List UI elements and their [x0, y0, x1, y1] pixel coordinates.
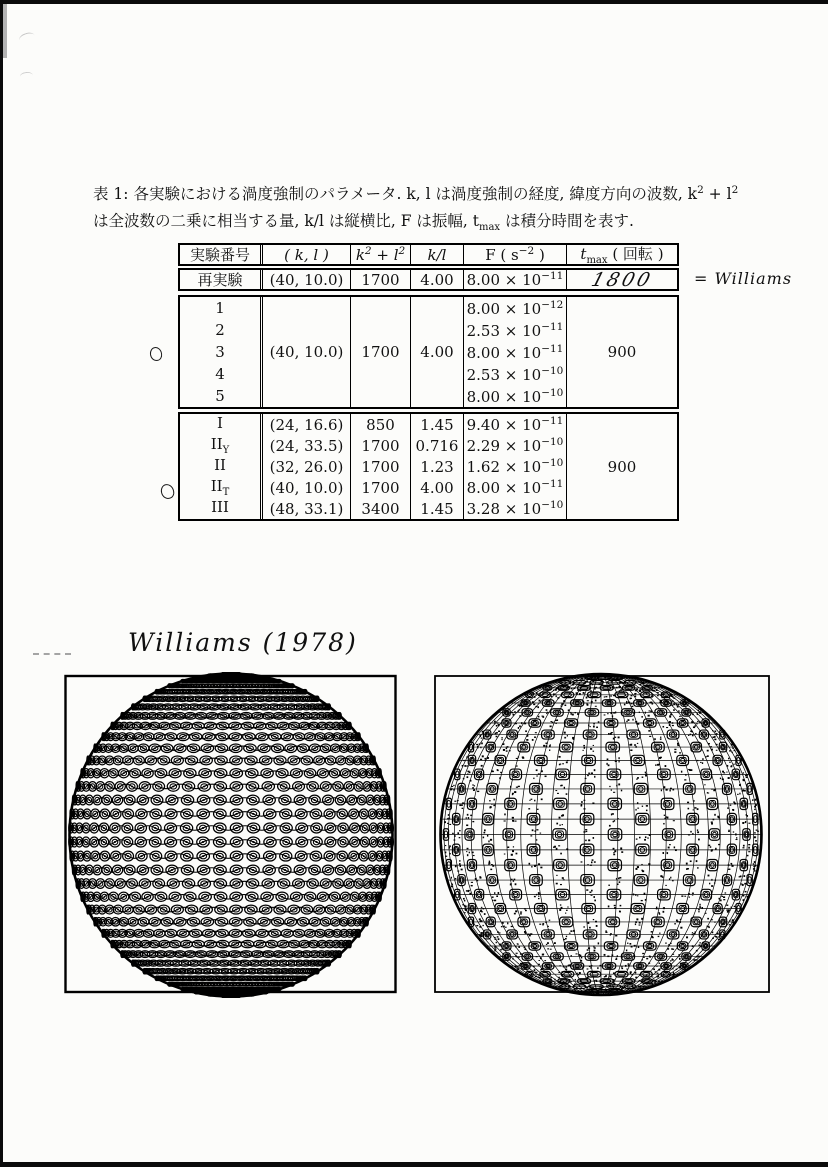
cell-F-value: [463, 385, 566, 407]
table-header-row: [178, 243, 679, 266]
header-text: t: [580, 245, 587, 263]
header-k2l2: [350, 245, 410, 264]
faint-dash-mark: [33, 653, 71, 655]
cell-kl: (24, 16.6): [260, 414, 350, 435]
cell-exp-label: 2: [215, 321, 225, 339]
exp-id-text: III: [211, 498, 229, 516]
exp-id-subscript: T: [222, 487, 230, 498]
value-exponent: −11: [541, 342, 564, 355]
value-exponent: −10: [541, 457, 564, 469]
cell-F-value: [463, 319, 566, 341]
header-text: + l: [371, 246, 399, 264]
exp-id-text: II: [210, 435, 223, 453]
header-aspect-ratio: k/l: [410, 245, 463, 264]
cell-k2l2: 1700: [350, 456, 410, 477]
cell-F-value: [463, 297, 566, 319]
handwritten-figure-label: Williams (1978): [128, 628, 358, 657]
cell-merged-aspect: 4.00: [410, 297, 463, 407]
margin-circle-mark-2: [159, 483, 175, 501]
header-subscript: max: [586, 255, 608, 266]
cell-merged-tmax: 900: [566, 297, 677, 407]
cell-exp-label: 1: [215, 299, 225, 317]
cell-exp-label: 4: [215, 365, 225, 383]
exp-id-subscript: Y: [222, 445, 230, 456]
header-experiment-number: 実験番号: [189, 246, 250, 264]
table-caption-line2: [93, 208, 793, 241]
caption-text: 表 1: 各実験における渦度強制のパラメータ. k, l は渦度強制の経度, 緯度方向の波数, k: [93, 185, 698, 204]
table-section-experiments-roman: [178, 412, 679, 521]
cell-aspect: 1.45: [410, 498, 463, 519]
cell-kl: (48, 33.1): [260, 498, 350, 519]
value-text: 1.62 × 10: [466, 458, 542, 476]
cell-exp-label: 3: [215, 343, 225, 361]
faint-pencil-mark: [20, 71, 34, 80]
cell-reexp-label: 再実験: [197, 271, 243, 289]
exp-id-text: II: [210, 477, 223, 495]
header-text: ( 回転 ): [607, 245, 664, 263]
scan-edge-top: [0, 0, 828, 4]
exp-id-text: I: [217, 414, 223, 432]
cell-aspect: 0.716: [410, 435, 463, 456]
cell-k2l2: 3400: [350, 498, 410, 519]
value-text: 8.00 × 10: [466, 343, 542, 362]
cell-F-value: [463, 477, 566, 498]
cell-merged-kl: (40, 10.0): [260, 297, 350, 407]
caption-superscript: 2: [731, 184, 739, 196]
scan-edge-bottom: [0, 1162, 828, 1167]
table-caption-line1: [93, 177, 793, 208]
cell-exp-id: [180, 498, 260, 519]
cell-reexp-aspect: 4.00: [410, 270, 463, 289]
caption-text: + l: [703, 185, 732, 204]
cell-merged-tmax: 900: [566, 414, 677, 519]
value-exponent: −10: [541, 364, 564, 377]
margin-circle-mark-1: [149, 346, 163, 362]
cell-kl: (32, 26.0): [260, 456, 350, 477]
scan-corner-smudge: [3, 4, 7, 58]
faint-pencil-mark: [18, 31, 36, 45]
value-exponent: −10: [541, 499, 564, 511]
caption-text: は積分時間を表す.: [500, 212, 634, 231]
cell-reexp-k2l2: 1700: [350, 270, 410, 289]
value-text: 9.40 × 10: [466, 416, 542, 434]
value-exponent: −10: [541, 386, 564, 399]
caption-subscript: max: [478, 222, 501, 234]
handwritten-equals-williams: = Williams: [694, 269, 793, 288]
cell-F-value: [463, 456, 566, 477]
caption-text: は全波数の二乗に相当する量, k/l は縦横比, F は振幅, t: [93, 212, 479, 231]
cell-kl: (24, 33.5): [260, 435, 350, 456]
cell-reexp-kl: (40, 10.0): [260, 270, 350, 289]
value-text: 8.00 × 10: [466, 387, 542, 406]
cell-exp-id: [180, 477, 260, 498]
value-text: 3.28 × 10: [466, 500, 542, 518]
value-exponent: −11: [541, 270, 564, 282]
cell-F-value: [463, 363, 566, 385]
header-text: ): [534, 246, 545, 264]
handwritten-1800: 1800: [588, 268, 656, 291]
value-exponent: −11: [541, 320, 564, 333]
value-text: 2.29 × 10: [466, 437, 542, 455]
header-kl: ( k, l ): [260, 245, 350, 264]
header-tmax: [566, 245, 677, 264]
cell-aspect: 4.00: [410, 477, 463, 498]
header-forcing-amplitude: [463, 245, 566, 264]
cell-exp-id: [180, 435, 260, 456]
cell-exp-id: [180, 414, 260, 435]
cell-F-value: [463, 414, 566, 435]
value-text: 2.53 × 10: [466, 321, 542, 340]
caption-superscript: 2: [697, 184, 704, 196]
header-superscript: −2: [518, 245, 535, 257]
value-text: 2.53 × 10: [466, 365, 542, 384]
value-exponent: −12: [541, 298, 564, 311]
header-superscript: 2: [398, 245, 406, 257]
header-text: F ( s: [485, 246, 519, 264]
cell-k2l2: 1700: [350, 477, 410, 498]
cell-reexp-F: [463, 270, 566, 289]
cell-kl: (40, 10.0): [260, 477, 350, 498]
table-row-reexperiment: [178, 268, 679, 291]
value-exponent: −11: [541, 415, 564, 427]
left-sphere-figure: [62, 669, 400, 1003]
value-text: 8.00 × 10: [466, 479, 542, 497]
value-exponent: −11: [541, 478, 564, 490]
table-caption: [93, 177, 793, 241]
header-superscript: 2: [364, 245, 372, 257]
right-sphere-figure: [430, 669, 774, 1003]
header-text: k: [355, 246, 365, 264]
cell-aspect: 1.45: [410, 414, 463, 435]
cell-merged-k2l2: 1700: [350, 297, 410, 407]
cell-exp-id: [180, 456, 260, 477]
cell-k2l2: 850: [350, 414, 410, 435]
cell-F-value: [463, 498, 566, 519]
cell-F-value: [463, 435, 566, 456]
cell-F-value: [463, 341, 566, 363]
value-exponent: −10: [541, 436, 564, 448]
cell-aspect: 1.23: [410, 456, 463, 477]
value-text: 8.00 × 10: [466, 299, 542, 318]
exp-id-text: II: [214, 456, 226, 474]
cell-k2l2: 1700: [350, 435, 410, 456]
table-section-experiments-1-5: [178, 295, 679, 409]
parameters-table: [178, 243, 679, 521]
scan-edge-left: [0, 0, 3, 1167]
value-text: 8.00 × 10: [466, 271, 542, 289]
cell-exp-label: 5: [215, 387, 225, 405]
cell-reexp-tmax-handwritten: [566, 270, 677, 289]
